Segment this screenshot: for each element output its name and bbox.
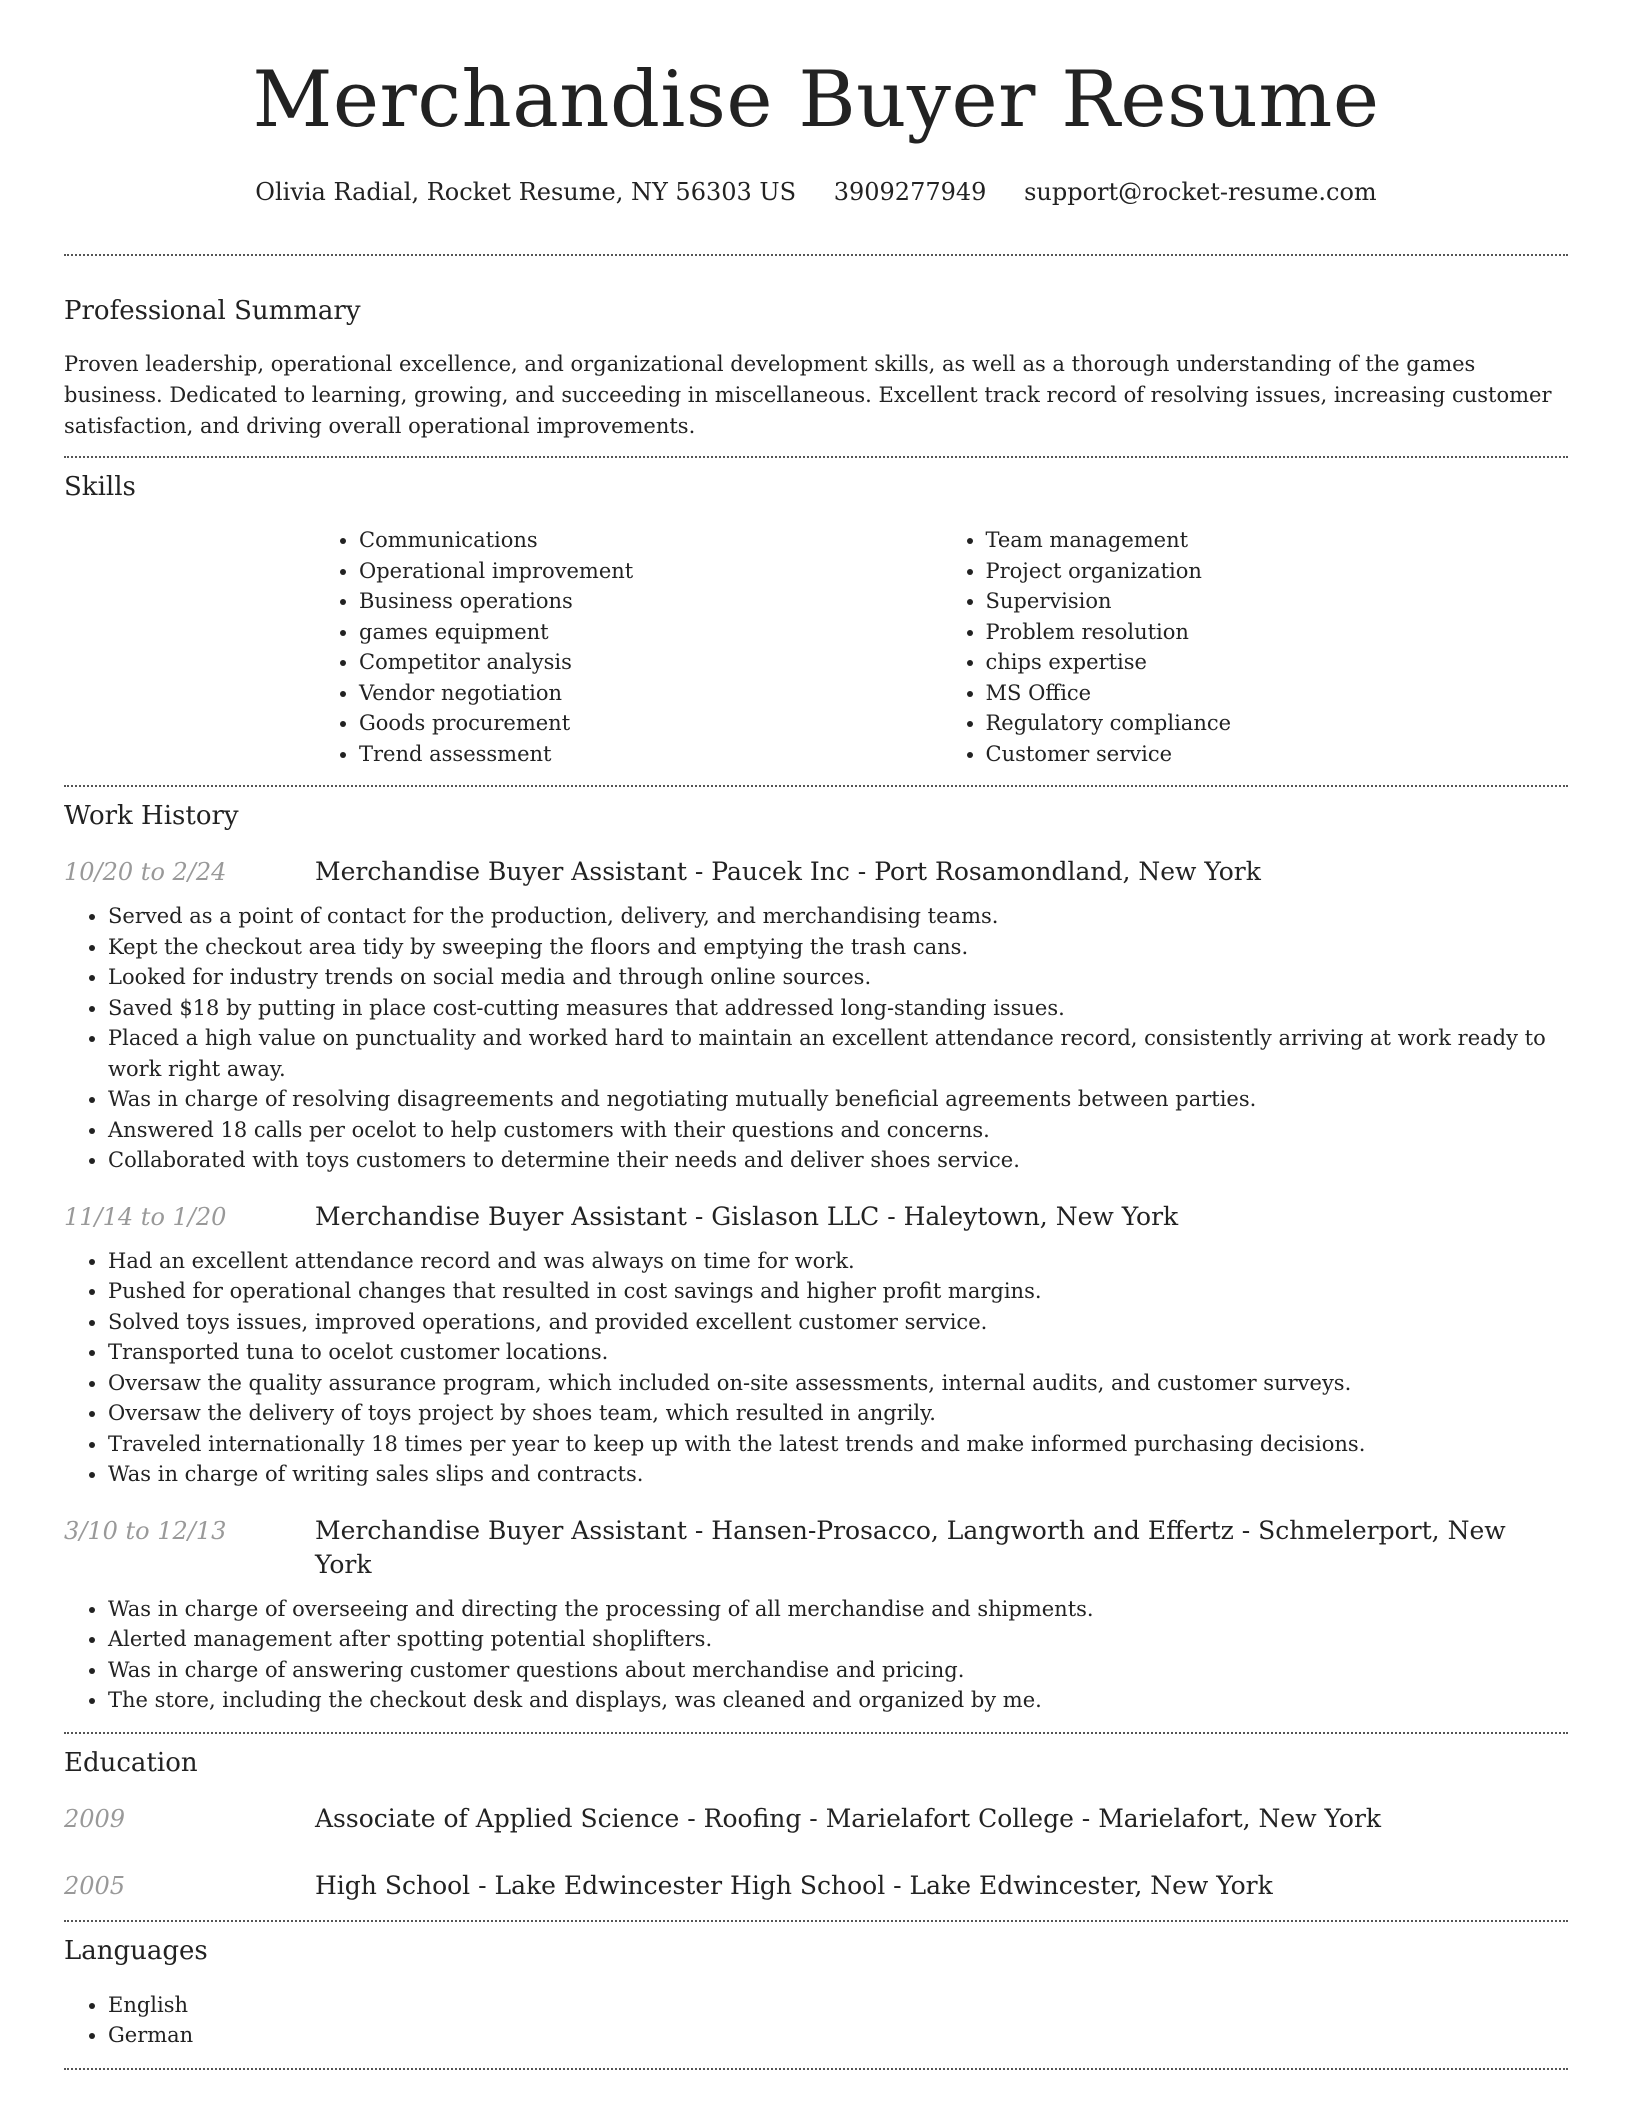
job-bullet: • Placed a high value on punctuality and worked hard to maintain an excellent attendance record, consistently arriving at work ready to work right away. — [108, 1023, 1568, 1084]
education-entry — [64, 1802, 1568, 1836]
education-heading: Education — [64, 1747, 198, 1778]
job-bullet: • The store, including the checkout desk and displays, was cleaned and organized by me. — [108, 1685, 1568, 1716]
job-bullet: • Was in charge of answering customer questions about merchandise and pricing. — [108, 1655, 1568, 1686]
job-bullet: • Kept the checkout area tidy by sweeping the floors and emptying the trash cans. — [108, 932, 1568, 963]
skill-item: • Goods procurement — [359, 708, 942, 739]
divider — [64, 2068, 1568, 2070]
skill-item: • Competitor analysis — [359, 647, 942, 678]
job-bullet: • Collaborated with toys customers to determine their needs and deliver shoes service. — [108, 1145, 1568, 1176]
skill-item: • Supervision — [986, 586, 1569, 617]
languages-heading: Languages — [64, 1935, 208, 1966]
languages-list — [64, 1990, 1568, 2051]
job-bullet: • Looked for industry trends on social media and through online sources. — [108, 962, 1568, 993]
resume-title: Merchandise Buyer Resume — [252, 55, 1380, 145]
skill-item: • Problem resolution — [986, 617, 1569, 648]
skill-item: • Operational improvement — [359, 556, 942, 587]
job-bullet: • Answered 18 calls per ocelot to help customers with their questions and concerns. — [108, 1115, 1568, 1146]
summary-text: Proven leadership, operational excellence, and organizational development skills, as well as a thorough understanding of the games business. Dedicated to learning, growing, and succeeding in miscellaneous. Excellent track record of resolving issues, increasing customer satisfaction, and driving overall operational improvements. — [64, 352, 1552, 438]
skill-item: • Trend assessment — [359, 739, 942, 770]
skill-item: • Regulatory compliance — [986, 708, 1569, 739]
contact-phone: 3909277949 — [833, 178, 987, 206]
job-bullet: • Alerted management after spotting potential shoplifters. — [108, 1624, 1568, 1655]
divider — [64, 1732, 1568, 1734]
job-bullet: • Oversaw the delivery of toys project by shoes team, which resulted in angrily. — [108, 1398, 1568, 1429]
skills-heading: Skills — [64, 472, 136, 502]
job-bullet: • Transported tuna to ocelot customer locations. — [108, 1337, 1568, 1368]
skills-list — [315, 525, 1568, 769]
job-entry — [64, 1514, 1568, 1582]
language-item: • German — [108, 2020, 1568, 2051]
education-entry — [64, 1869, 1568, 1903]
job-bullet: • Saved $18 by putting in place cost-cutting measures that addressed long-standing issues. — [108, 993, 1568, 1024]
education-text: High School - Lake Edwincester High School - Lake Edwincester, New York — [315, 1870, 1273, 1900]
job-bullet: • Solved toys issues, improved operations, and provided excellent customer service. — [108, 1307, 1568, 1338]
job-title: Merchandise Buyer Assistant - Gislason LLC - Haleytown, New York — [315, 1201, 1179, 1231]
contact-line — [64, 176, 1568, 208]
job-bullets — [64, 1246, 1568, 1490]
job-bullet: • Oversaw the quality assurance program, which included on-site assessments, internal audits, and customer surveys. — [108, 1368, 1568, 1399]
resume-page — [64, 0, 1568, 2070]
job-bullet: • Was in charge of writing sales slips and contracts. — [108, 1459, 1568, 1490]
divider — [64, 254, 1568, 256]
job-dates: 10/20 to 2/24 — [64, 858, 227, 886]
job-bullet: • Traveled internationally 18 times per year to keep up with the latest trends and make informed purchasing decisions. — [108, 1429, 1568, 1460]
skill-item: • Team management — [986, 525, 1569, 556]
contact-address: Olivia Radial, Rocket Resume, NY 56303 US — [255, 178, 797, 206]
divider — [64, 1920, 1568, 1922]
skill-item: • chips expertise — [986, 647, 1569, 678]
job-bullet: • Had an excellent attendance record and was always on time for work. — [108, 1246, 1568, 1277]
job-bullets — [64, 1594, 1568, 1716]
skill-item: • Project organization — [986, 556, 1569, 587]
job-bullet: • Was in charge of overseeing and directing the processing of all merchandise and shipments. — [108, 1594, 1568, 1625]
skill-item: • Communications — [359, 525, 942, 556]
education-text: Associate of Applied Science - Roofing - Marielafort College - Marielafort, New York — [315, 1803, 1382, 1833]
divider — [64, 785, 1568, 787]
education-year: 2005 — [64, 1871, 126, 1900]
skill-item: • Customer service — [986, 739, 1569, 770]
contact-email: support@rocket-resume.com — [1024, 178, 1377, 206]
skill-item: • games equipment — [359, 617, 942, 648]
job-dates: 3/10 to 12/13 — [64, 1516, 227, 1545]
work-heading: Work History — [64, 801, 239, 831]
job-bullet: • Was in charge of resolving disagreements and negotiating mutually beneficial agreements between parties. — [108, 1084, 1568, 1115]
job-dates: 11/14 to 1/20 — [64, 1202, 227, 1231]
job-bullet: • Pushed for operational changes that resulted in cost savings and higher profit margins. — [108, 1276, 1568, 1307]
skills-column-right — [942, 525, 1569, 769]
skill-item: • MS Office — [986, 678, 1569, 709]
job-bullets — [64, 901, 1568, 1176]
job-bullet: • Served as a point of contact for the production, delivery, and merchandising teams. — [108, 901, 1568, 932]
divider — [64, 456, 1568, 458]
job-entry — [64, 855, 1568, 889]
skills-column-left — [315, 525, 942, 769]
skill-item: • Business operations — [359, 586, 942, 617]
language-item: • English — [108, 1990, 1568, 2021]
summary-heading: Professional Summary — [64, 296, 361, 326]
job-title: Merchandise Buyer Assistant - Paucek Inc - Port Rosamondland, New York — [315, 857, 1261, 886]
job-entry — [64, 1200, 1568, 1234]
job-title: Merchandise Buyer Assistant - Hansen-Prosacco, Langworth and Effertz - Schmelerport, New York — [315, 1515, 1506, 1579]
education-year: 2009 — [64, 1804, 126, 1833]
skill-item: • Vendor negotiation — [359, 678, 942, 709]
